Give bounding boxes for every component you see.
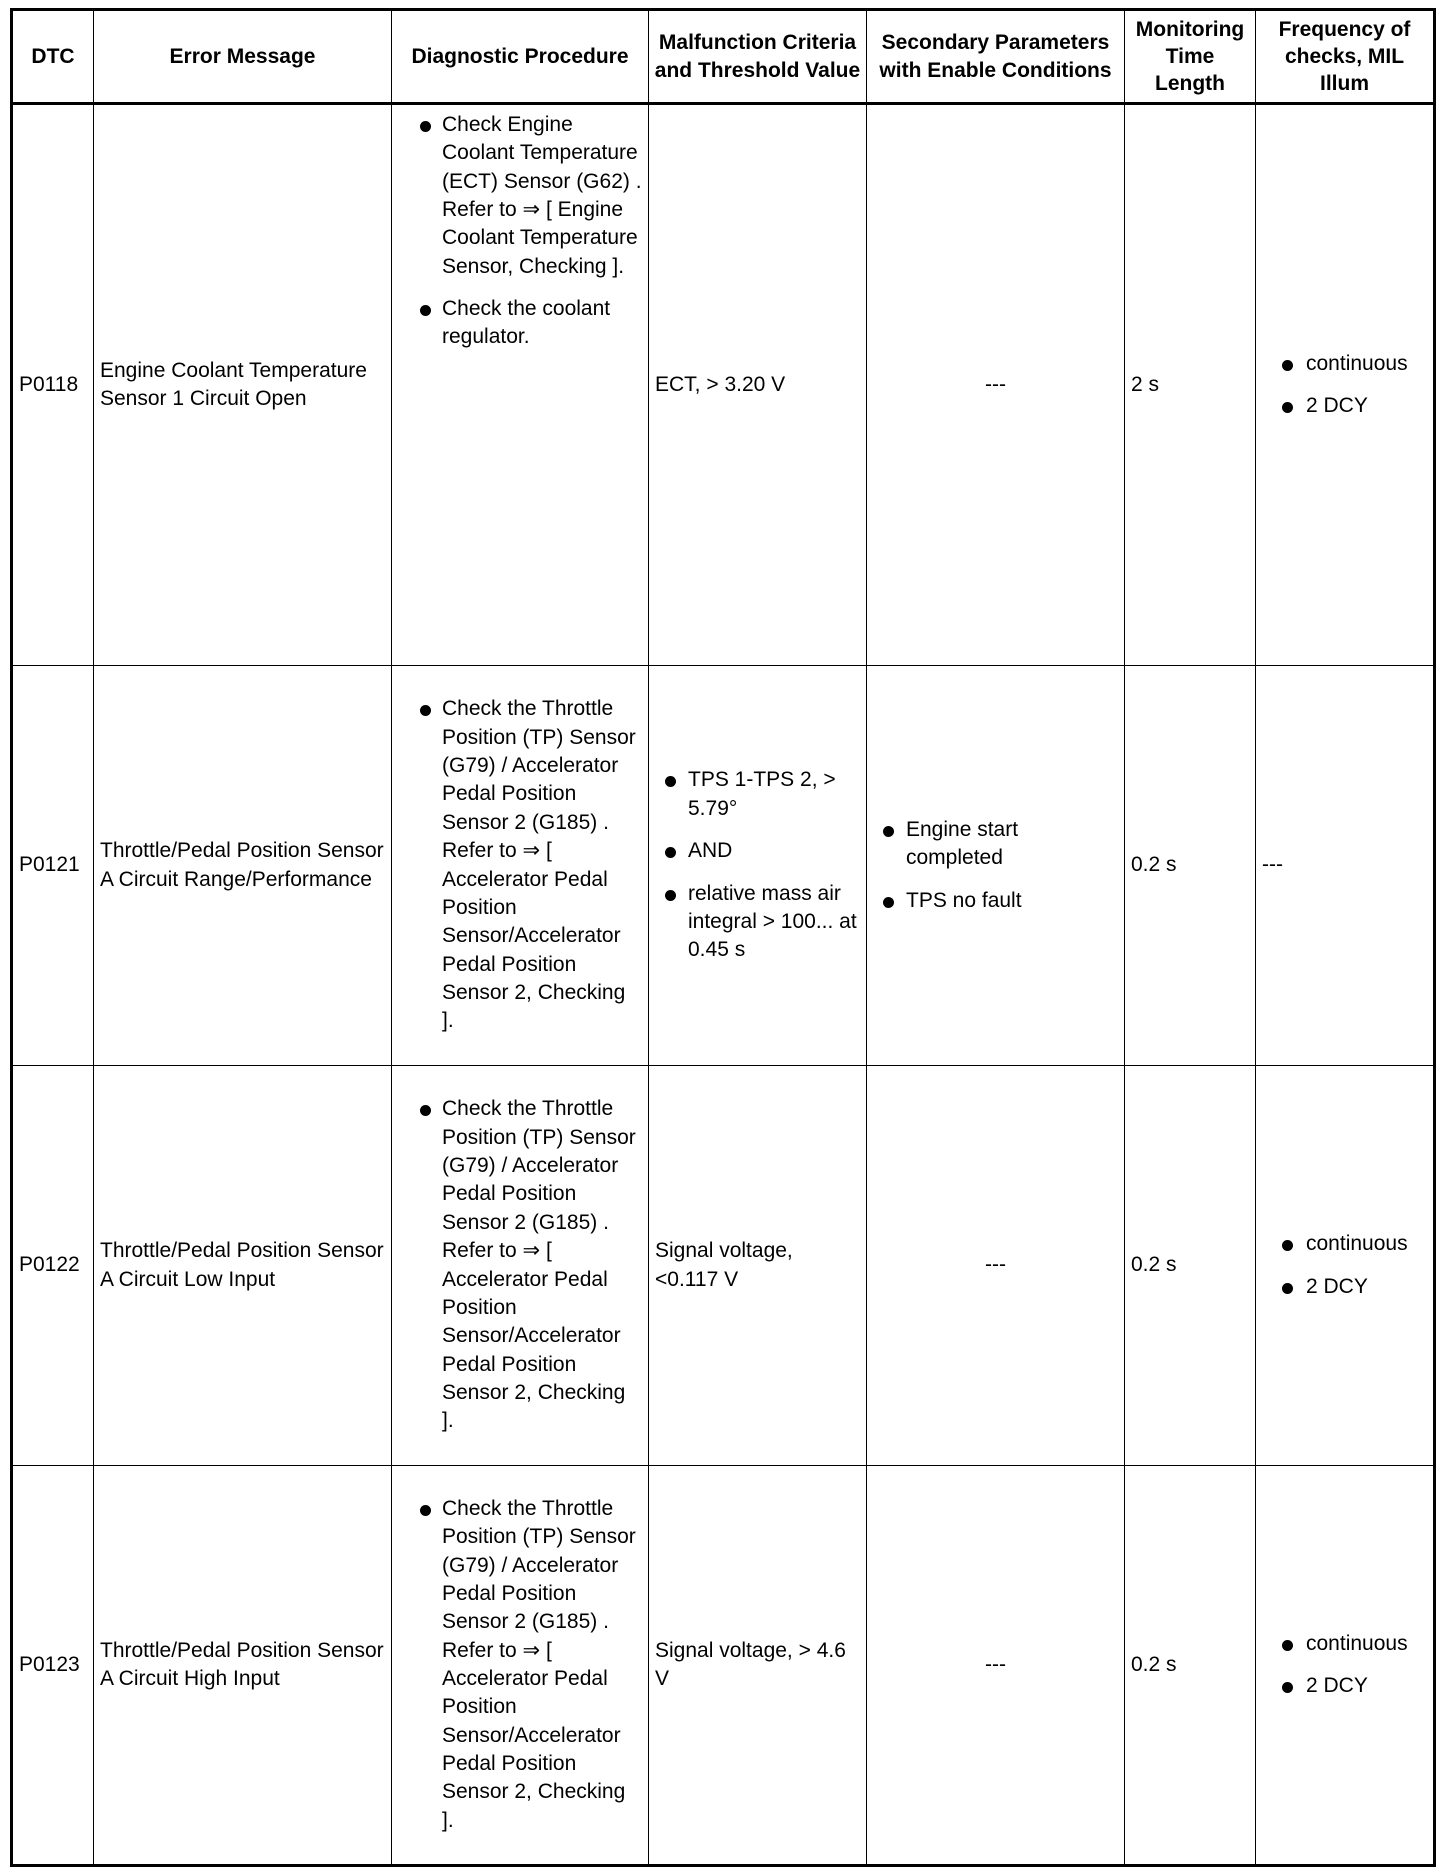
frequency: [1256, 1466, 1435, 1866]
table-row: [12, 1466, 1435, 1866]
error-message: Engine Coolant Temperature Sensor 1 Circuit Open: [94, 104, 392, 666]
frequency-item: 2 DCY: [1262, 1672, 1427, 1700]
table-row: [12, 104, 1435, 666]
malfunction-criteria: [649, 666, 867, 1066]
monitoring-time: 0.2 s: [1125, 1066, 1256, 1466]
table-row: [12, 666, 1435, 1066]
dtc-code: P0118: [12, 104, 94, 666]
monitoring-time: 0.2 s: [1125, 1466, 1256, 1866]
table-row: [12, 1066, 1435, 1466]
header-frequency: Frequency of checks, MIL Illum: [1256, 10, 1435, 104]
error-message: Throttle/Pedal Position Sensor A Circuit High Input: [94, 1466, 392, 1866]
procedure-step: Check Engine Coolant Temperature (ECT) Sensor (G62) . Refer to ⇒ [ Engine Coolant Temperature Sensor, Checking ].: [398, 111, 642, 281]
diagnostic-procedure: [392, 1066, 649, 1466]
frequency-item: 2 DCY: [1262, 1273, 1427, 1301]
header-monitoring-time: Monitoring Time Length: [1125, 10, 1256, 104]
secondary-item: Engine start completed: [873, 816, 1118, 873]
dtc-table: [10, 8, 1436, 1867]
criteria-item: AND: [655, 837, 860, 865]
frequency: [1256, 1066, 1435, 1466]
secondary-item: TPS no fault: [873, 887, 1118, 915]
frequency: [1256, 104, 1435, 666]
dtc-code: P0122: [12, 1066, 94, 1466]
frequency: ---: [1256, 666, 1435, 1066]
frequency-item: 2 DCY: [1262, 392, 1427, 420]
dtc-code: P0123: [12, 1466, 94, 1866]
secondary-parameters: ---: [867, 1066, 1125, 1466]
criteria-item: relative mass air integral > 100... at 0.45 s: [655, 880, 860, 965]
header-malfunction-criteria: Malfunction Criteria and Threshold Value: [649, 10, 867, 104]
error-message: Throttle/Pedal Position Sensor A Circuit Range/Performance: [94, 666, 392, 1066]
procedure-step: Check the Throttle Position (TP) Sensor (G79) / Accelerator Pedal Position Sensor 2 (G185) . Refer to ⇒ [ Accelerator Pedal Position Sensor/Accelerator Pedal Position Sensor 2, Checking ].: [398, 1095, 642, 1435]
header-diagnostic-procedure: Diagnostic Procedure: [392, 10, 649, 104]
dtc-code: P0121: [12, 666, 94, 1066]
header-error-message: Error Message: [94, 10, 392, 104]
secondary-parameters: ---: [867, 1466, 1125, 1866]
frequency-item: continuous: [1262, 1630, 1427, 1658]
monitoring-time: 2 s: [1125, 104, 1256, 666]
criteria-item: TPS 1-TPS 2, > 5.79°: [655, 766, 860, 823]
monitoring-time: 0.2 s: [1125, 666, 1256, 1066]
secondary-parameters: [867, 666, 1125, 1066]
secondary-parameters: ---: [867, 104, 1125, 666]
procedure-step: Check the Throttle Position (TP) Sensor (G79) / Accelerator Pedal Position Sensor 2 (G185) . Refer to ⇒ [ Accelerator Pedal Position Sensor/Accelerator Pedal Position Sensor 2, Checking ].: [398, 695, 642, 1035]
malfunction-criteria: Signal voltage, <0.117 V: [649, 1066, 867, 1466]
header-row: [12, 10, 1435, 104]
diagnostic-procedure: [392, 104, 649, 666]
header-dtc: DTC: [12, 10, 94, 104]
diagnostic-procedure: [392, 1466, 649, 1866]
frequency-item: continuous: [1262, 1230, 1427, 1258]
header-secondary-parameters: Secondary Parameters with Enable Conditions: [867, 10, 1125, 104]
error-message: Throttle/Pedal Position Sensor A Circuit Low Input: [94, 1066, 392, 1466]
procedure-step: Check the Throttle Position (TP) Sensor (G79) / Accelerator Pedal Position Sensor 2 (G185) . Refer to ⇒ [ Accelerator Pedal Position Sensor/Accelerator Pedal Position Sensor 2, Checking ].: [398, 1495, 642, 1835]
procedure-step: Check the coolant regulator.: [398, 295, 642, 352]
malfunction-criteria: ECT, > 3.20 V: [649, 104, 867, 666]
frequency-item: continuous: [1262, 350, 1427, 378]
malfunction-criteria: Signal voltage, > 4.6 V: [649, 1466, 867, 1866]
diagnostic-procedure: [392, 666, 649, 1066]
